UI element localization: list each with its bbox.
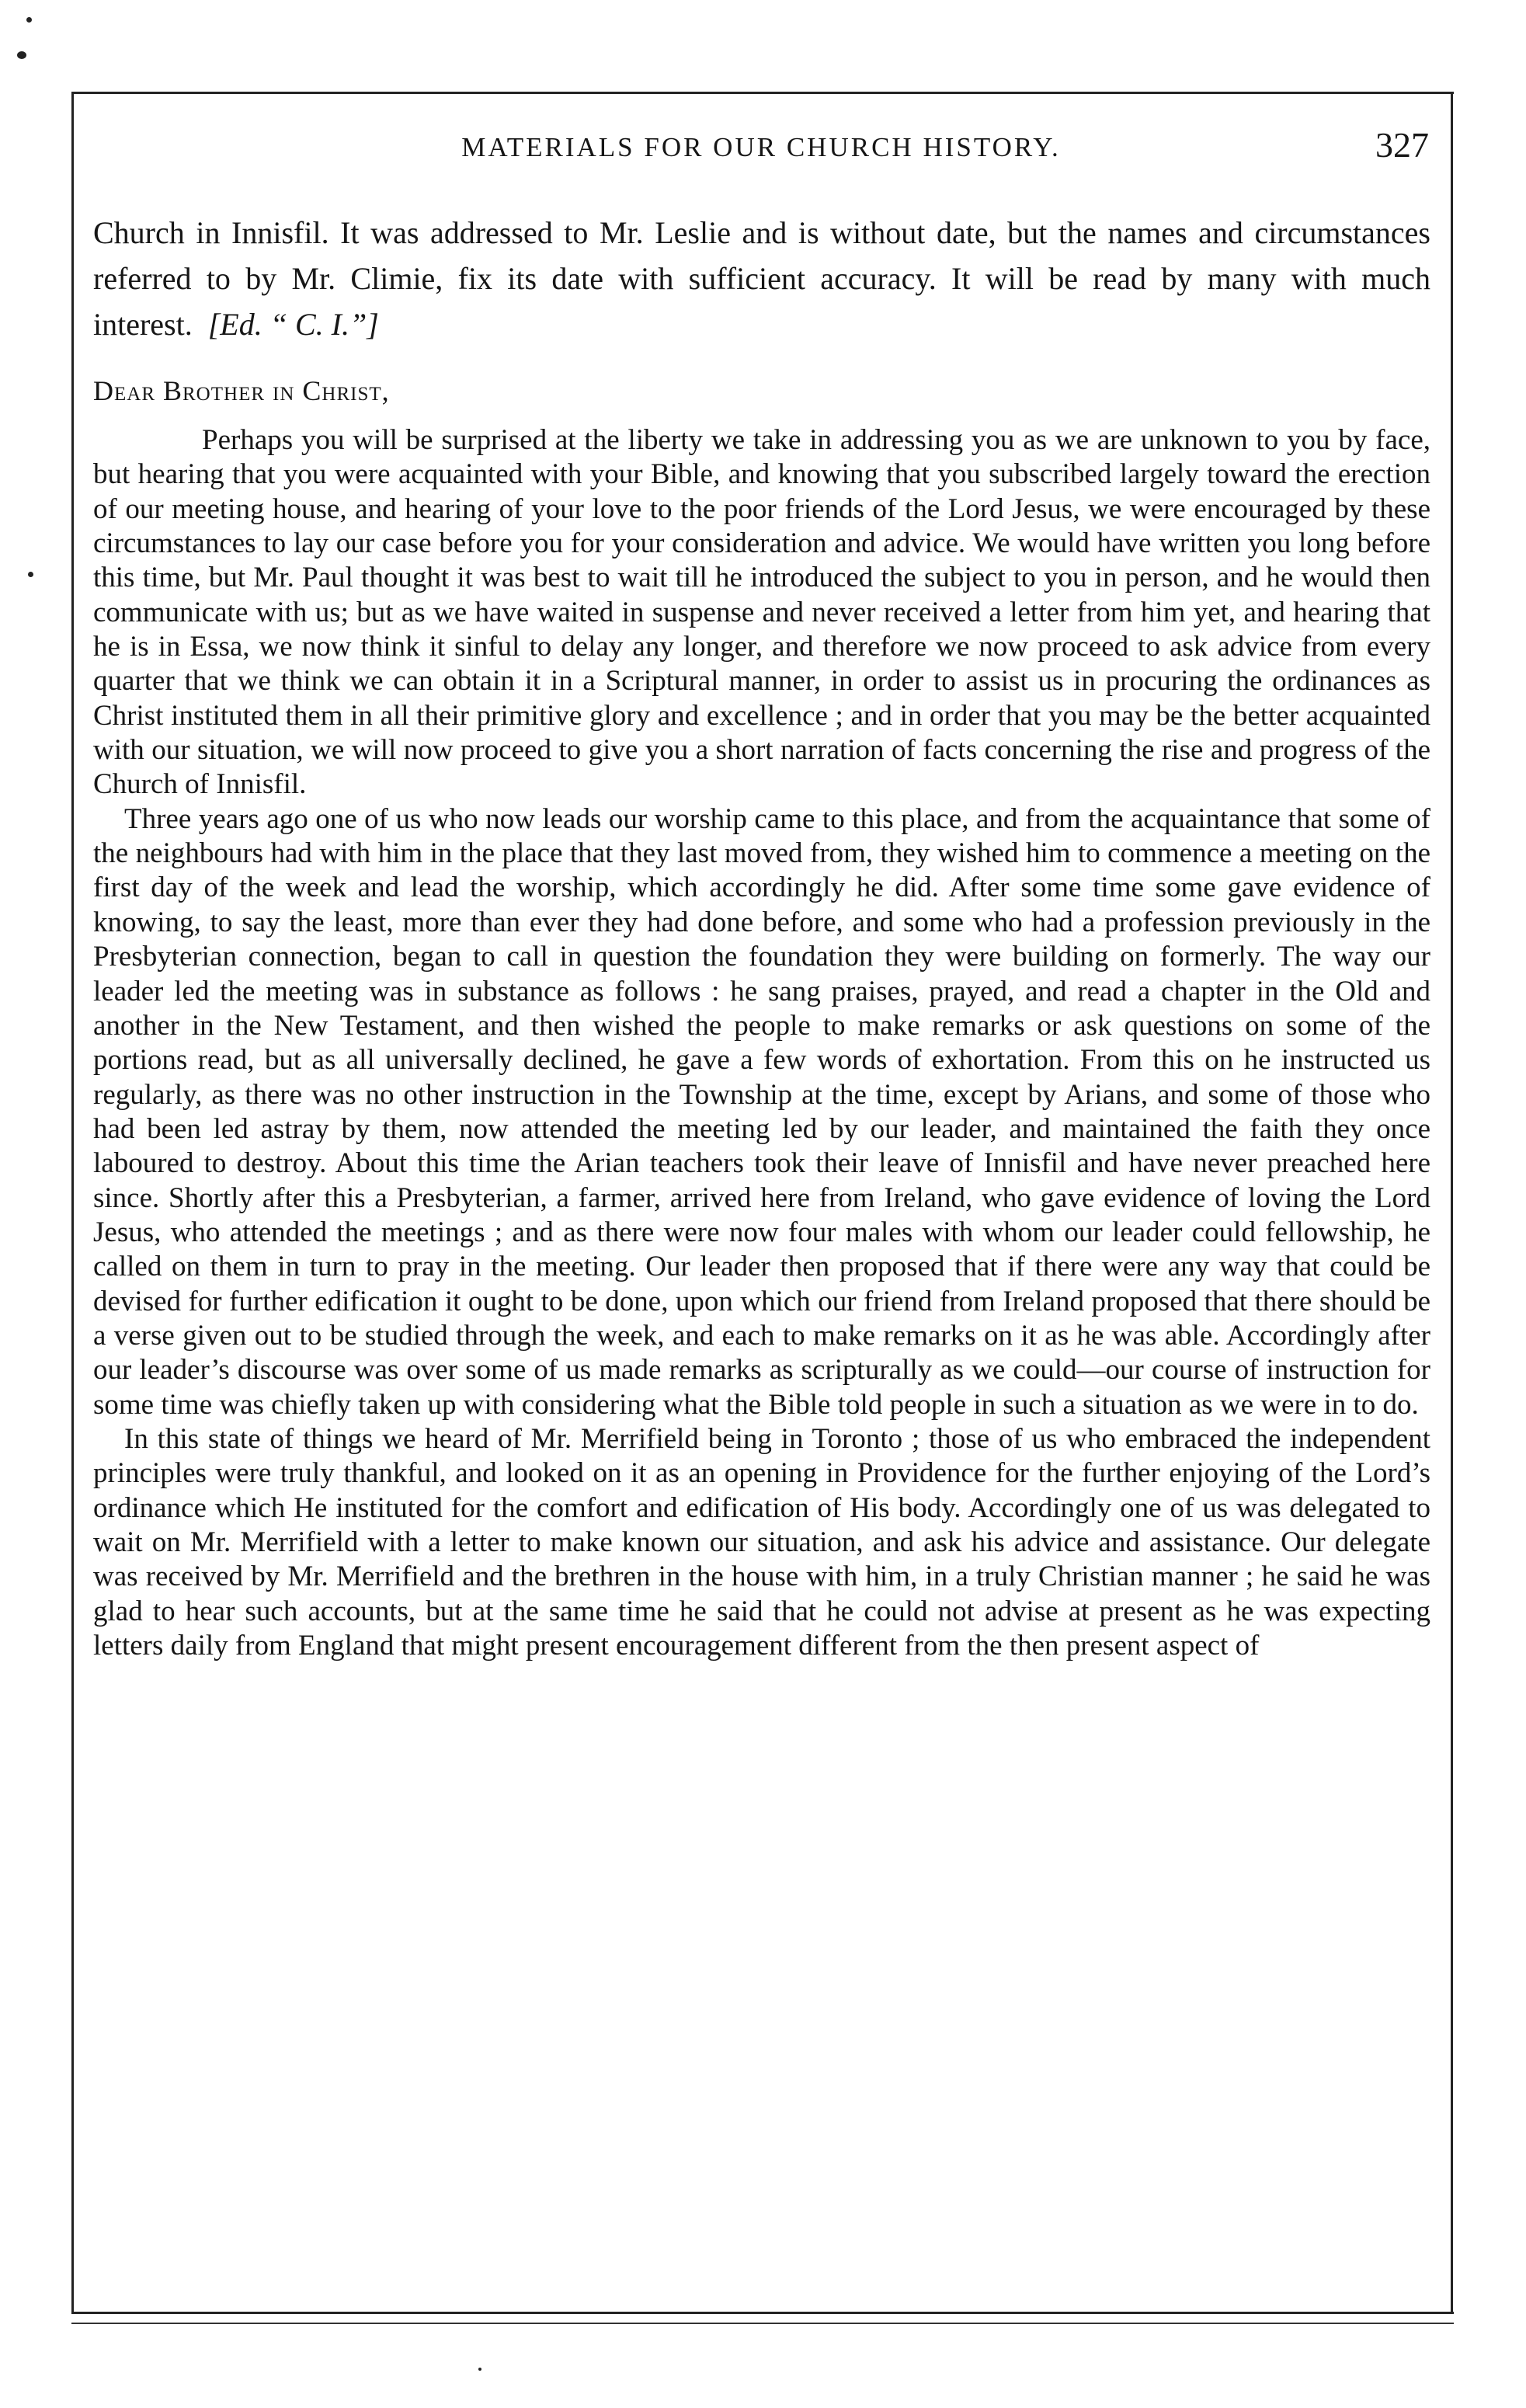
letter-paragraph: Three years ago one of us who now leads our worship came to this place, and from the acquaintance that some of the neighbours had with him in the place that they last moved from, they wished him to commence a meeting on the first day of the week and lead the worship, which accordingly he did. After some time some gave evidence of knowing, to say the least, more than ever they had done before, and some who had a profession previously in the Presbyterian connection, began to call in question the foundation they were building on formerly. The way our leader led the meeting was in substance as follows : he sang praises, prayed, and read a chapter in the Old and another in the New Testament, and then wished the people to make remarks or ask questions on some of the portions read, but as all universally declined, he gave a few words of exhortation. From this on he instructed us regularly, as there was no other instruction in the Township at the time, except by Arians, and some of those who had been led astray by them, now attended the meeting led by our leader, and maintained the faith they once laboured to destroy. About this time the Arian teachers took their leave of Innisfil and have never preached here since. Shortly after this a Presbyterian, a farmer, arrived here from Ireland, who gave evidence of loving the Lord Jesus, who attended the meetings ; and as there were now four males with whom our leader could fellowship, he called on them in turn to pray in the meeting. Our leader then proposed that if there were any way that could be devised for further edification it ought to be done, upon which our friend from Ireland proposed that there should be a verse given out to be studied through the week, and each to make remarks on it as he was able. Accordingly after our leader’s discourse was over some of us made remarks as scripturally as we could—our course of instruction for some time was chiefly taken up with considering what the Bible told people in such a situation as we were in to do. [93, 802, 1430, 1421]
page-number: 327 [1375, 125, 1429, 165]
page-frame-right-rule [1451, 92, 1453, 2313]
editor-note: [Ed. “ C. I.”] [207, 307, 379, 342]
letter-salutation: Dear Brother in Christ, [93, 375, 390, 406]
intro-paragraph [93, 210, 1430, 347]
scan-speck [28, 572, 33, 577]
intro-text: Church in Innisfil. It was addressed to Mr. Leslie and is without date, but the names and circumstances referred to by Mr. Climie, fix its date with sufficient accuracy. It will be read by many with much interest. [93, 215, 1430, 342]
editorial-introduction [93, 210, 1430, 347]
scan-speck [478, 2368, 481, 2371]
letter-paragraph: In this state of things we heard of Mr. Merrifield being in Toronto ; those of us who embraced the independent principles were truly thankful, and looked on it as an opening in Providence for the further enjoying of the Lord’s ordinance which He instituted for the comfort and edification of His body. Accordingly one of us was delegated to wait on Mr. Merrifield with a letter to make known our situation, and ask his advice and assistance. Our delegate was received by Mr. Merrifield and the brethren in the house with him, in a truly Christian manner ; he said he was glad to hear such accounts, but at the same time he said that he could not advise at present as he was expecting letters daily from England that might present encouragement different from the then present aspect of [93, 1422, 1430, 1662]
article-body [93, 210, 1430, 1663]
scan-speck [17, 51, 26, 59]
page-frame-bottom-rule-inner [71, 2323, 1454, 2324]
scan-speck [26, 17, 32, 23]
page-frame-bottom-rule [71, 2312, 1454, 2314]
running-head [93, 124, 1429, 171]
running-title: MATERIALS FOR OUR CHURCH HISTORY. [461, 132, 1061, 162]
page-frame-top-rule [71, 92, 1454, 94]
letter-paragraph: Perhaps you will be surprised at the liberty we take in addressing you as we are unknown to you by face, but hearing that you were acquainted with your Bible, and knowing that you subscribed largely toward the erection of our meeting house, and hearing of your love to the poor friends of the Lord Jesus, we were encouraged by these circumstances to lay our case before you for your consideration and advice. We would have written you long before this time, but Mr. Paul thought it was best to wait till he introduced the subject to you in person, and he would then communicate with us; but as we have waited in suspense and never received a letter from him yet, and hearing that he is in Essa, we now think it sinful to delay any longer, and therefore we now proceed to ask advice from every quarter that we think we can obtain it in a Scriptural manner, in order to assist us in procuring the ordinances as Christ instituted them in all their primitive glory and excellence ; and in order that you may be the better acquainted with our situation, we will now proceed to give you a short narration of facts concerning the rise and progress of the Church of Innisfil. [93, 424, 1430, 801]
page-frame-left-rule [71, 92, 74, 2313]
